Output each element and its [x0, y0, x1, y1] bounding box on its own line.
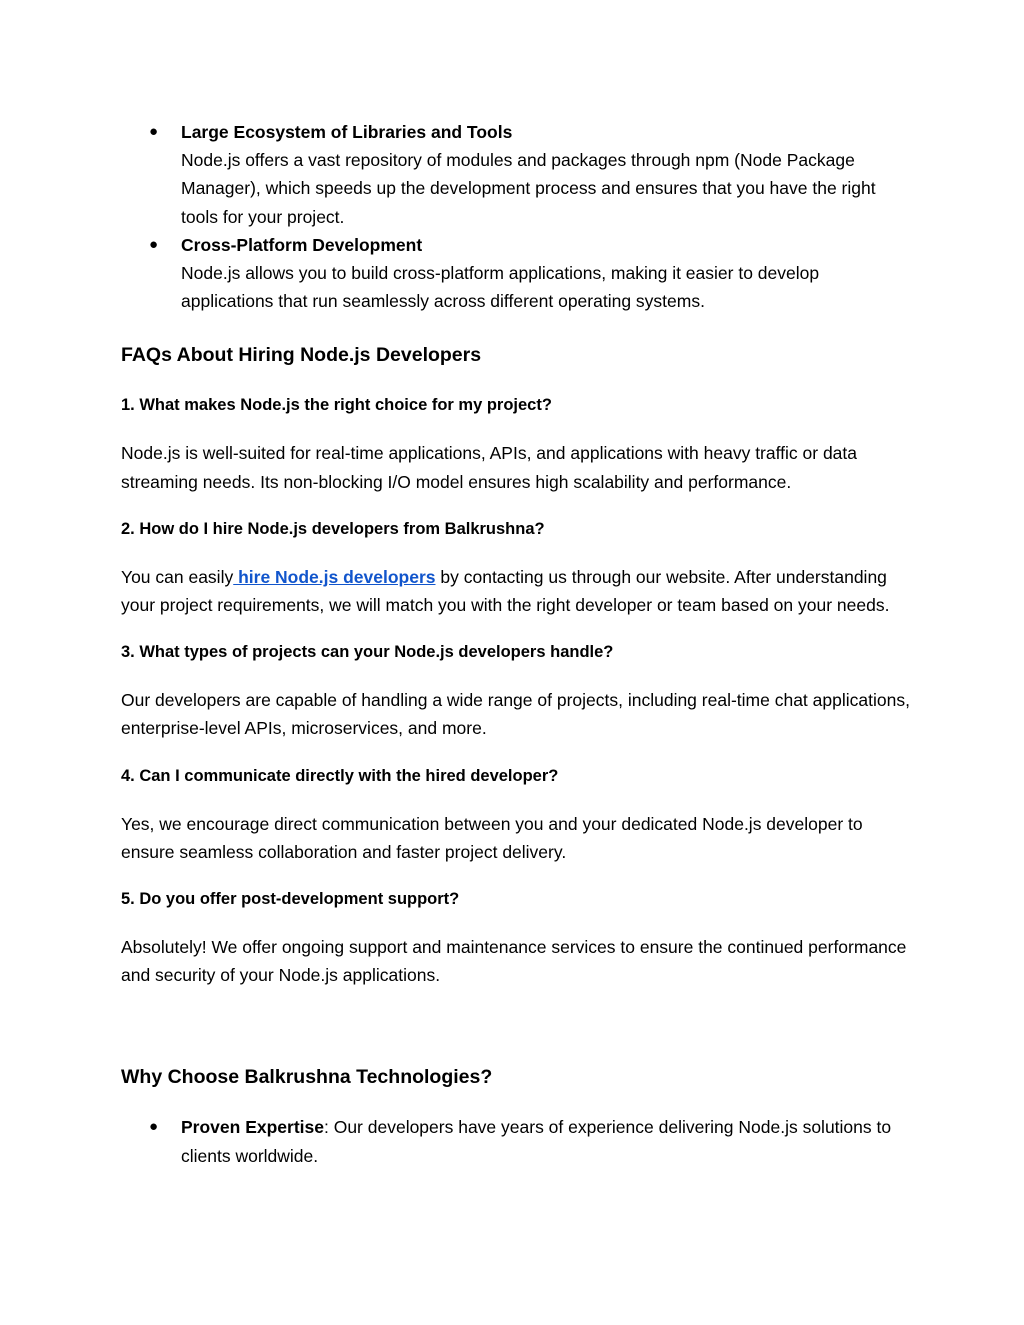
document-page — [121, 118, 911, 1170]
bullet-text: Node.js allows you to build cross-platform applications, making it easier to develop applications that run seamlessly across different operating systems. — [181, 263, 820, 312]
faq-question-4: 4. Can I communicate directly with the hired developer? — [121, 766, 559, 785]
bullet-title: Proven Expertise — [181, 1117, 324, 1138]
bullet-text: Node.js offers a vast repository of modules and packages through npm (Node Package Manager), which speeds up the development process and ensures that you have the right tools for your project. — [181, 150, 876, 227]
why-heading: Why Choose Balkrushna Technologies? — [121, 1066, 493, 1089]
faq-answer-1: Node.js is well-suited for real-time applications, APIs, and applications with heavy traffic or data streaming needs. Its non-blocking I/O model ensures high scalability and performance. — [121, 443, 858, 492]
intro-bullet-list — [121, 118, 911, 315]
list-item — [121, 231, 911, 316]
faq-answer-5: Absolutely! We offer ongoing support and maintenance services to ensure the continued performance and security of your Node.js applications. — [121, 937, 907, 986]
faq-question-2: 2. How do I hire Node.js developers from Balkrushna? — [121, 519, 545, 538]
faq-answer-4: Yes, we encourage direct communication between you and your dedicated Node.js developer to ensure seamless collaboration and faster project delivery. — [121, 813, 863, 862]
bullet-text: : Our developers have years of experience delivering Node.js solutions to clients worldwide. — [181, 1117, 892, 1166]
faq-heading: FAQs About Hiring Node.js Developers — [121, 344, 482, 367]
faq-question-5: 5. Do you offer post-development support? — [121, 890, 460, 909]
answer-text: by contacting us through our website. After understanding your project requirements, we will match you with the right developer or team based on your needs. — [121, 566, 890, 616]
bullet-icon: ● — [149, 1118, 159, 1136]
bullet-title: Large Ecosystem of Libraries and Tools — [181, 122, 513, 142]
bullet-icon: ● — [149, 123, 159, 140]
faq-answer-2 — [121, 563, 911, 619]
hire-nodejs-developers-link[interactable]: hire Node.js developers — [233, 566, 436, 587]
why-bullet-list — [121, 1113, 911, 1169]
bullet-icon: ● — [149, 235, 159, 253]
faq-question-1: 1. What makes Node.js the right choice for my project? — [121, 396, 552, 415]
faq-answer-3: Our developers are capable of handling a wide range of projects, including real-time chat applications, enterprise-level APIs, microservices, and more. — [121, 690, 910, 739]
list-item — [121, 118, 911, 231]
list-item — [121, 1113, 911, 1169]
answer-text: You can easily — [121, 566, 234, 587]
faq-question-3: 3. What types of projects can your Node.js developers handle? — [121, 643, 614, 662]
bullet-title: Cross-Platform Development — [181, 234, 423, 255]
